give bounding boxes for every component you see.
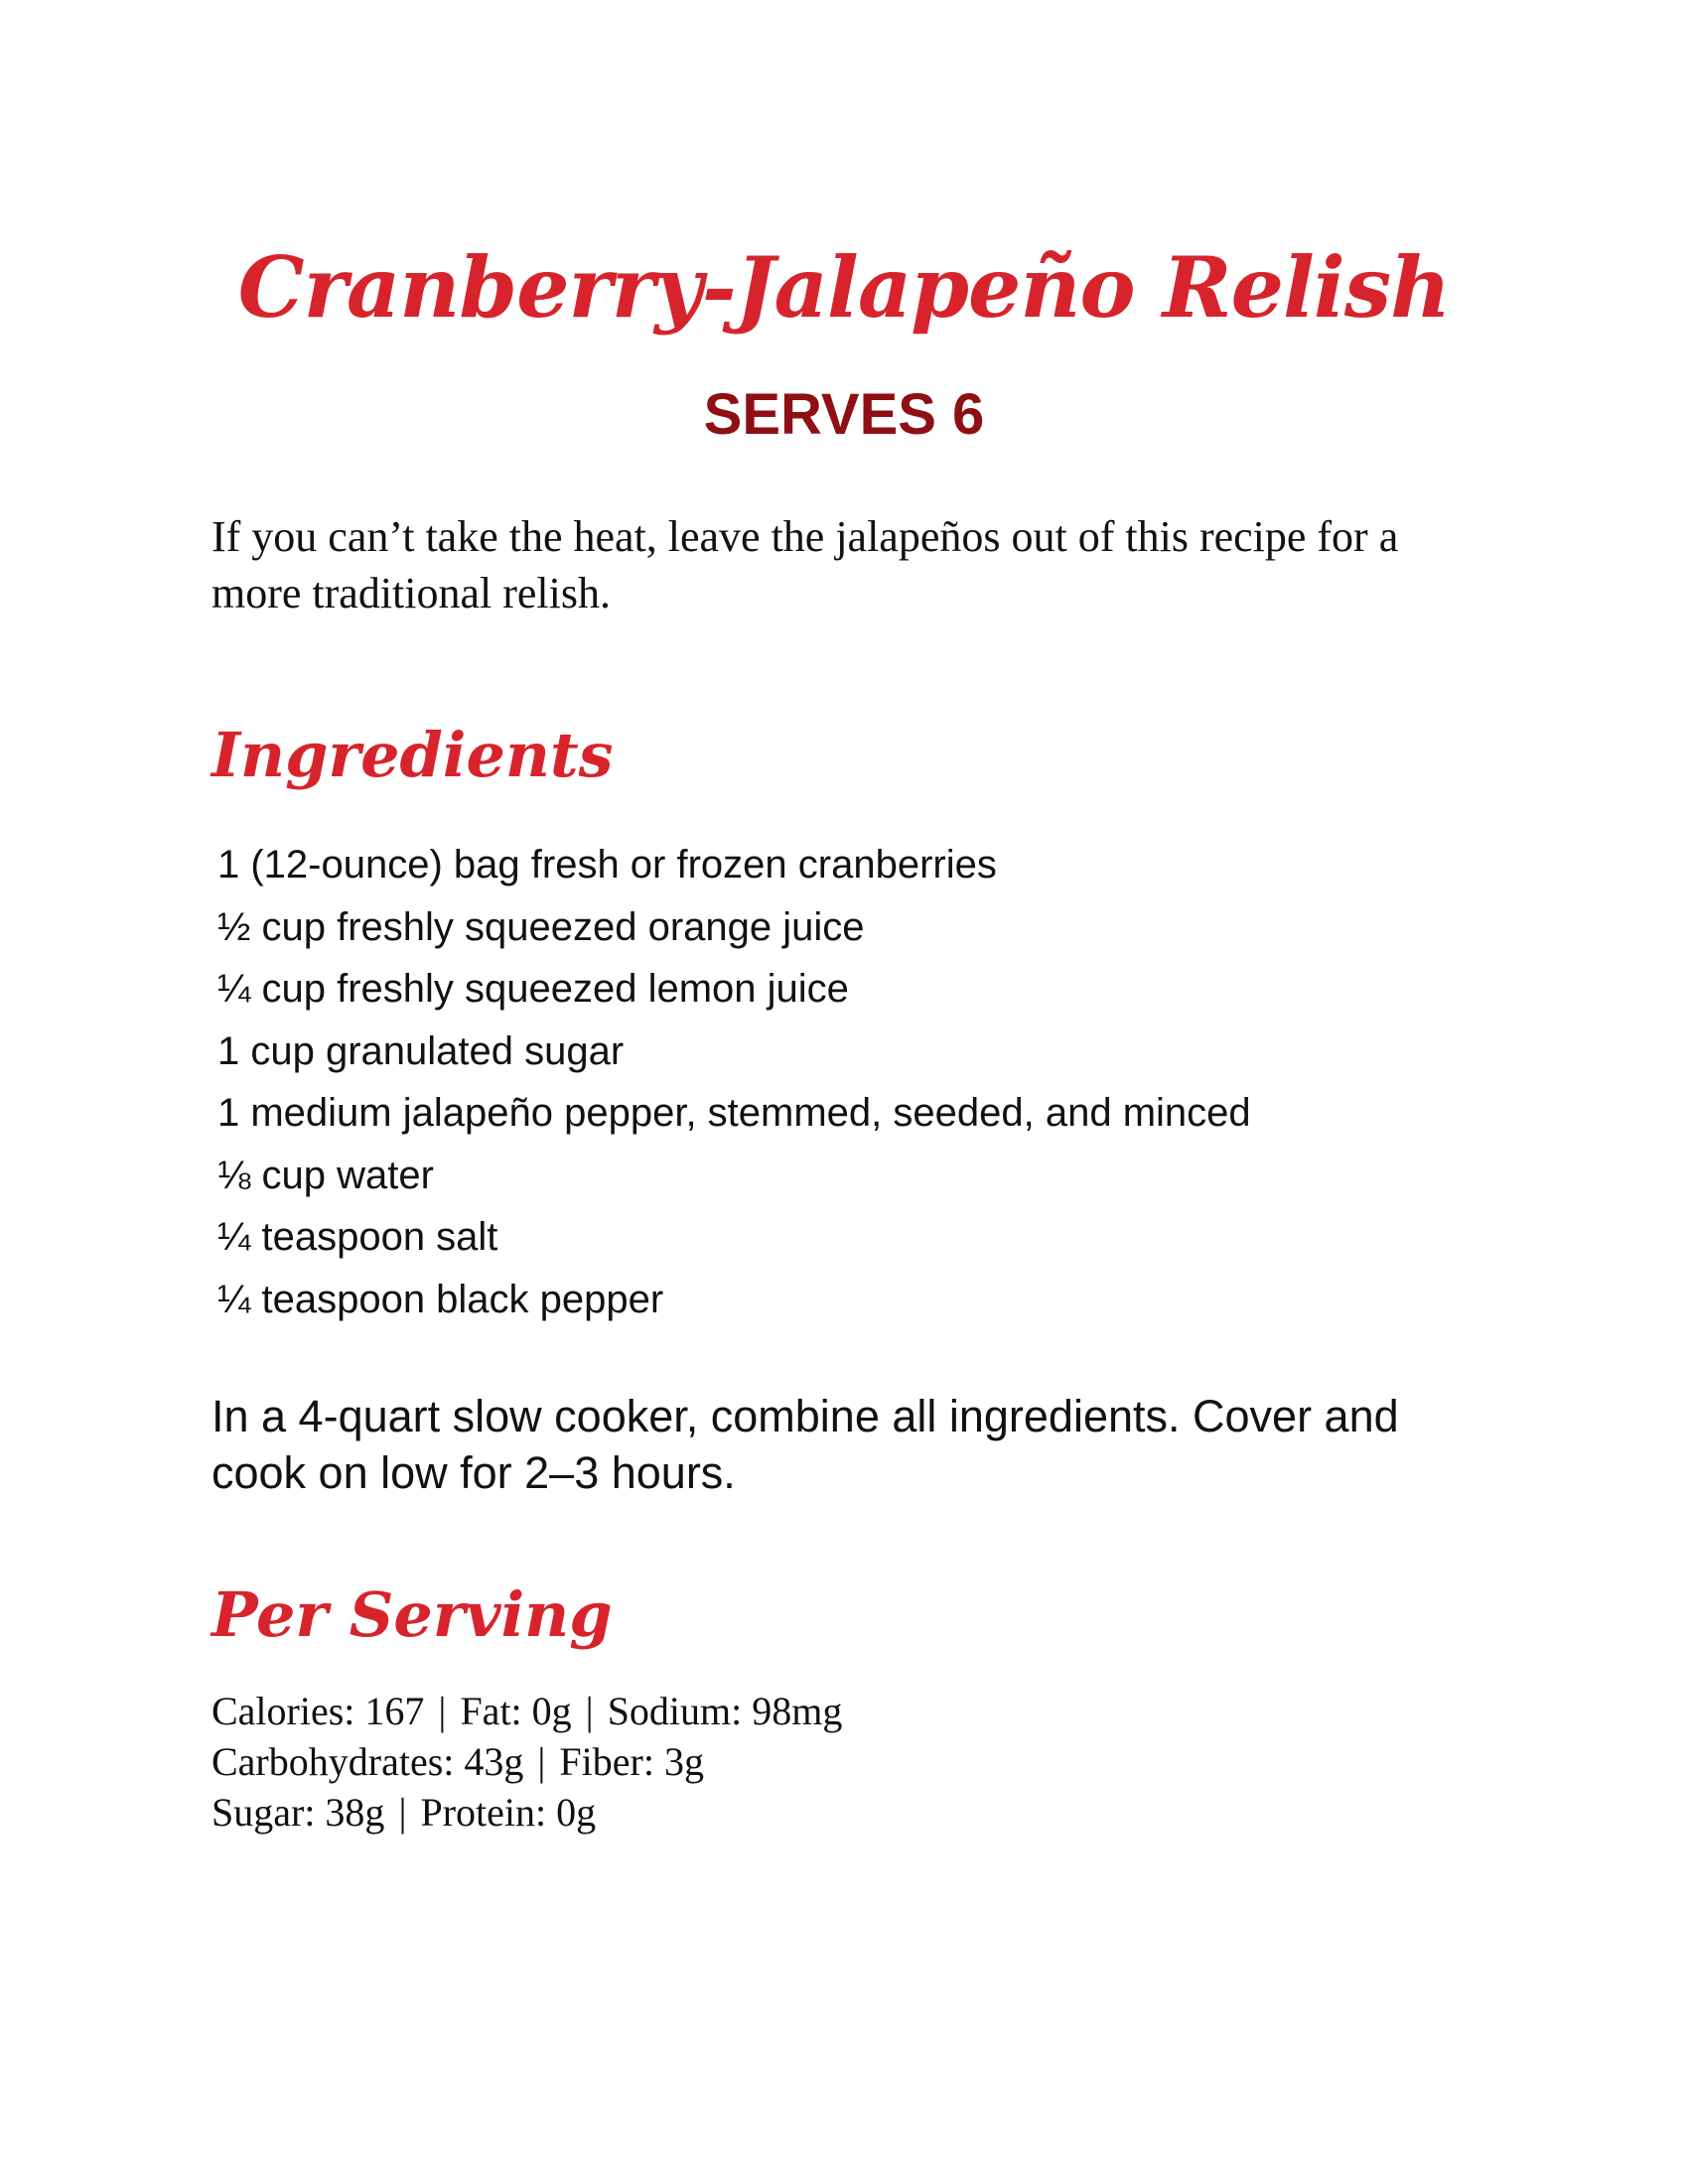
nutrition-sodium: Sodium: 98mg <box>607 1689 843 1733</box>
ingredient-item: ¼ teaspoon black pepper <box>217 1277 664 1321</box>
ingredient-item: 1 medium jalapeño pepper, stemmed, seeded, and minced <box>217 1091 1251 1135</box>
ingredient-item: ½ cup freshly squeezed orange juice <box>217 904 865 949</box>
nutrition-sugar: Sugar: 38g <box>211 1790 385 1835</box>
nutrition-fiber: Fiber: 3g <box>559 1739 704 1784</box>
ingredient-item: ¼ cup freshly squeezed lemon juice <box>217 967 849 1011</box>
ingredient-item: 1 (12-ounce) bag fresh or frozen cranberries <box>217 843 997 887</box>
ingredients-list <box>217 834 1251 1330</box>
per-serving-heading: Per Serving <box>211 1578 613 1651</box>
nutrition-separator: | <box>398 1790 407 1835</box>
recipe-intro: If you can’t take the heat, leave the jalapeños out of this recipe for a more traditional relish. <box>211 512 1399 617</box>
ingredient-item: 1 cup granulated sugar <box>217 1028 625 1073</box>
nutrition-protein: Protein: 0g <box>420 1790 597 1835</box>
nutrition-carbohydrates: Carbohydrates: 43g <box>211 1739 524 1784</box>
ingredient-item: ¼ teaspoon salt <box>217 1215 498 1259</box>
nutrition-calories: Calories: 167 <box>211 1689 425 1733</box>
nutrition-fat: Fat: 0g <box>460 1689 572 1733</box>
serves-count: SERVES 6 <box>703 382 985 447</box>
nutrition-row <box>211 1686 842 1736</box>
nutrition-separator: | <box>585 1689 594 1733</box>
recipe-title: Cranberry-Jalapeño Relish <box>237 238 1451 337</box>
ingredient-item: ⅛ cup water <box>217 1153 434 1197</box>
nutrition-row <box>211 1736 842 1787</box>
nutrition-row <box>211 1787 842 1838</box>
recipe-directions: In a 4-quart slow cooker, combine all ingredients. Cover and cook on low for 2–3 hours. <box>211 1391 1399 1498</box>
ingredients-heading: Ingredients <box>211 719 614 791</box>
nutrition-separator: | <box>438 1689 447 1733</box>
nutrition-separator: | <box>537 1739 546 1784</box>
nutrition-facts <box>211 1686 842 1838</box>
